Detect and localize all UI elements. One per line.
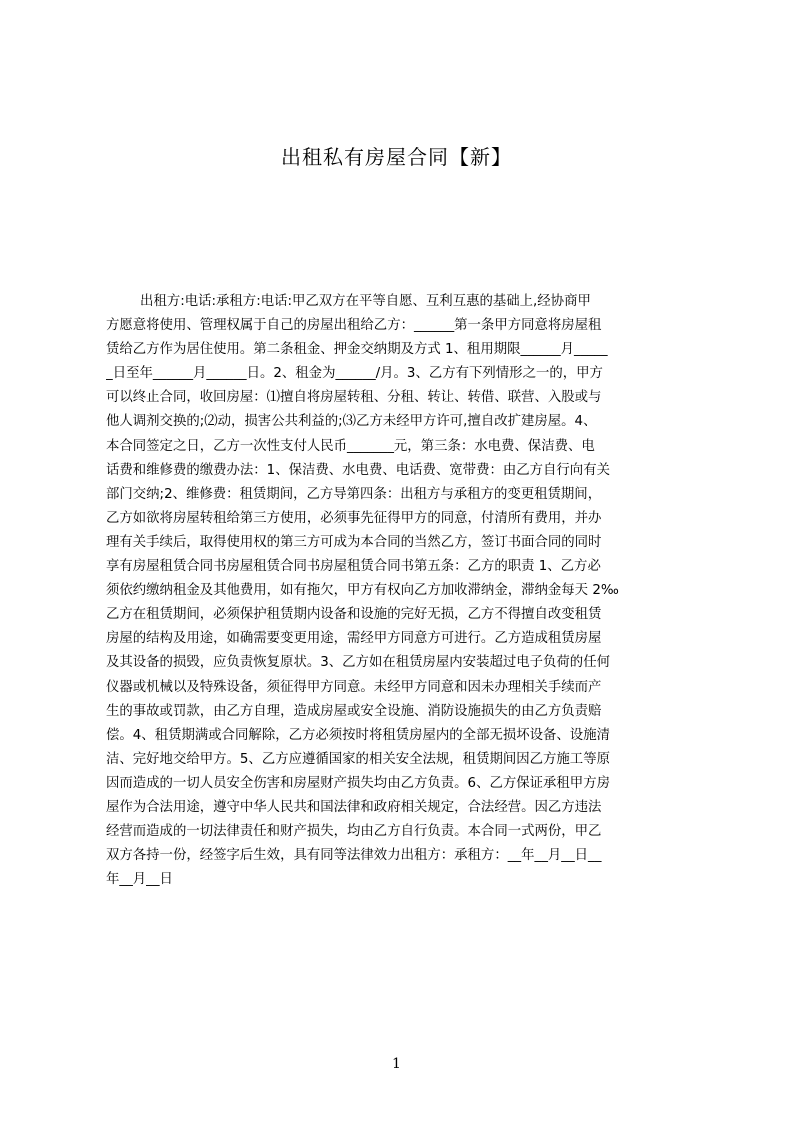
body-line: 洁、完好地交给甲方。5、乙方应遵循国家的相关安全法规，租赁期间因乙方施工等原 bbox=[106, 751, 610, 767]
body-line: 享有房屋租赁合同书房屋租赁合同书房屋租赁合同书第五条：乙方的职责 1、乙方必 bbox=[106, 559, 601, 575]
body-line: 乙方如欲将房屋转租给第三方使用，必须事先征得甲方的同意，付清所有费用，并办 bbox=[106, 510, 602, 526]
body-line: 须依约缴纳租金及其他费用，如有拖欠，甲方有权向乙方加收滞纳金，滞纳金每天 2‰ bbox=[106, 583, 619, 599]
body-line: 生的事故或罚款，由乙方自理，造成房屋或安全设施、消防设施损失的由乙方负责赔 bbox=[106, 703, 602, 719]
body-line: 他人调剂交换的;⑵动，损害公共利益的;⑶乙方未经甲方许可,擅自改扩建房屋。4、 bbox=[106, 414, 597, 430]
body-line: 可以终止合同，收回房屋：⑴擅自将房屋转租、分租、转让、转借、联营、入股或与 bbox=[106, 390, 602, 406]
body-line: 偿。4、租赁期满或合同解除，乙方必须按时将租赁房屋内的全部无损坏设备、设施清 bbox=[106, 727, 610, 743]
body-line: 双方各持一份，经签字后生效，具有同等法律效力出租方：承租方：__年__月__日__ bbox=[106, 848, 602, 864]
body-line: 因而造成的一切人员安全伤害和房屋财产损失均由乙方负责。6、乙方保证承租甲方房 bbox=[106, 775, 610, 791]
body-line: 方愿意将使用、管理权属于自己的房屋出租给乙方：______第一条甲方同意将房屋租 bbox=[106, 318, 602, 334]
document-title: 出租私有房屋合同【新】 bbox=[281, 145, 512, 169]
body-line: 屋作为合法用途，遵守中华人民共和国法律和政府相关规定，合法经营。因乙方违法 bbox=[106, 799, 602, 815]
body-line: 经营而造成的一切法律责任和财产损失，均由乙方自行负责。本合同一式两份，甲乙 bbox=[106, 824, 602, 840]
body-line: 赁给乙方作为居住使用。第二条租金、押金交纳期及方式 1、租用期限______月_____ bbox=[106, 342, 608, 358]
body-line: _日至年______月______日。2、租金为______/月。3、乙方有下列情形之一的，甲方 bbox=[106, 366, 603, 382]
body-line: 房屋的结构及用途，如确需要变更用途，需经甲方同意方可进行。乙方造成租赁房屋 bbox=[106, 631, 602, 647]
body-line: 话费和维修费的缴费办法：1、保洁费、水电费、电话费、宽带费：由乙方自行向有关 bbox=[106, 462, 610, 478]
body-line: 及其设备的损毁，应负责恢复原状。3、乙方如在租赁房屋内安装超过电子负荷的任何 bbox=[106, 655, 610, 671]
body-line: 乙方在租赁期间，必须保护租赁期内设备和设施的完好无损，乙方不得擅自改变租赁 bbox=[106, 607, 602, 623]
body-line: 出租方:电话:承租方:电话:甲乙双方在平等自愿、互利互惠的基础上,经协商甲 bbox=[106, 294, 591, 309]
body-line: 部门交纳;2、维修费：租赁期间，乙方导第四条：出租方与承租方的变更租赁期间， bbox=[106, 486, 602, 502]
body-line: 本合同签定之日，乙方一次性支付人民币_______元，第三条：水电费、保洁费、电 bbox=[106, 438, 595, 454]
body-line: 年__月__日 bbox=[106, 872, 173, 888]
body-line: 理有关手续后，取得使用权的第三方可成为本合同的当然乙方，签订书面合同的同时 bbox=[106, 534, 602, 550]
contract-body bbox=[106, 290, 698, 892]
page-number: 1 bbox=[392, 1056, 401, 1072]
body-line: 仪器或机械以及特殊设备，须征得甲方同意。未经甲方同意和因未办理相关手续而产 bbox=[106, 679, 602, 695]
